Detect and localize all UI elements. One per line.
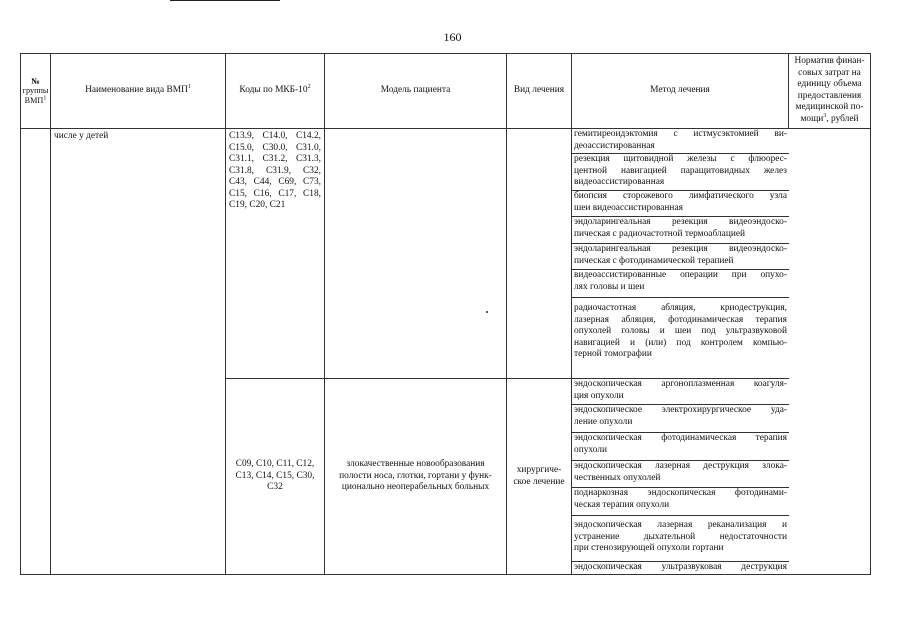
- method-line: лях головы и шеи: [574, 281, 645, 292]
- cell-group-number: [20, 129, 51, 575]
- method-line: поднаркозная эндоскопическая фотодинами-: [574, 488, 787, 498]
- method-line: эндоскопическая фотодинамическая терапия: [574, 433, 787, 443]
- header-patient-model: [325, 53, 507, 129]
- header-treatment-type-text: Вид лечения: [513, 85, 565, 96]
- top-rule: [170, 0, 280, 1]
- method-line: деоассистированная: [574, 140, 655, 151]
- header-cost-norm-tail: , рублей: [826, 113, 859, 124]
- method-line: видеоассистированная: [574, 177, 665, 187]
- vmp-name-text: числе у детей: [54, 131, 109, 141]
- method-item: [572, 298, 789, 379]
- method-item: [572, 562, 789, 575]
- header-icd-codes: [226, 53, 325, 129]
- icd-codes-line: С09, С10, С11, С12,: [235, 459, 315, 470]
- vmp-table: [20, 53, 871, 575]
- method-line: устранение дыхательной недостаточности: [574, 531, 787, 542]
- scan-speck: [486, 311, 488, 313]
- treatment-type-line: хирургиче-: [516, 465, 562, 475]
- cell-icd-codes-row2: [226, 379, 325, 575]
- icd-codes-line: С43, С44, С69, С73,: [229, 177, 321, 187]
- method-item: [572, 433, 789, 461]
- header-cost-norm-line: единицу объема: [797, 79, 862, 89]
- footnote-ref: 1: [187, 84, 191, 91]
- header-cost-norm-line: предоставления: [797, 90, 862, 101]
- method-item: [572, 129, 789, 154]
- method-line: видеоассистированные операции при опухо-: [574, 270, 787, 280]
- header-vmp-name-text: Наименование вида ВМП: [85, 85, 188, 96]
- method-line: при стенозирующей опухоли гортани: [574, 543, 724, 553]
- cell-patient-model-row2: [325, 379, 507, 575]
- method-item: [572, 405, 789, 433]
- method-line: ление опухоли: [574, 416, 633, 427]
- method-item: [572, 379, 789, 405]
- footnote-ref: 3: [823, 112, 827, 119]
- patient-model-line: злокачественные новообразования: [346, 459, 485, 470]
- method-line: пическая с фотодинамической терапией: [574, 255, 734, 266]
- method-item: [572, 217, 789, 244]
- method-line: эндоскопическая лазерная деструкция злока-: [574, 461, 787, 471]
- header-vmp-name: [51, 53, 226, 129]
- method-line: чественных опухолей: [574, 472, 661, 483]
- page-number: 160: [443, 30, 462, 44]
- method-line: пическая с радиочастотной термоаблацией: [574, 228, 746, 239]
- footnote-ref: 2: [307, 84, 311, 91]
- icd-codes-line: С32: [267, 482, 283, 493]
- icd-codes-line: С31.1, С31.2, С31.3,: [229, 154, 321, 164]
- header-cost-norm-line: Норматив финан-: [794, 56, 865, 66]
- icd-codes-line: С19, С20, С21: [229, 200, 286, 210]
- method-line: эндоскопическое электрохирургическое уда-: [574, 405, 787, 415]
- method-line: ция опухоли: [574, 390, 624, 401]
- method-line: опухоли: [574, 444, 607, 455]
- header-patient-model-text: Модель пациента: [380, 85, 451, 96]
- method-line: ческая терапия опухоли: [574, 499, 670, 510]
- header-treatment-type: [507, 53, 572, 129]
- method-line: эндоскопическая аргоноплазменная коагуля-: [574, 379, 787, 389]
- method-item: [572, 270, 789, 298]
- header-cost-norm-line: медицинской по-: [795, 102, 864, 112]
- method-line: терной томографии: [574, 349, 652, 359]
- method-line: биопсия сторожевого лимфатического узла: [574, 191, 787, 201]
- icd-codes-line: С15, С16, С17, С18,: [229, 188, 321, 199]
- icd-codes-line: С31.8, С31.9, С32,: [229, 165, 321, 176]
- header-cost-norm-line: совых затрат на: [798, 67, 861, 78]
- icd-codes-line: С13.9, С14.0, С14.2,: [229, 131, 321, 141]
- method-line: эндоларингеальная резекция видеоэндоско-: [574, 244, 787, 254]
- cell-treatment-type-row2: [507, 379, 572, 575]
- header-group-number: [20, 53, 51, 129]
- cell-patient-model-row1: [325, 129, 507, 379]
- header-icd-codes-text: Коды по МКБ-10: [239, 85, 308, 96]
- method-item: [572, 488, 789, 516]
- method-line: шеи видеоассистированная: [574, 202, 683, 213]
- patient-model-line: полости носа, глотки, гортани у функ-: [339, 470, 492, 481]
- cell-icd-codes-row1: [226, 129, 325, 379]
- method-line: центной навигацией паращитовидных желез: [574, 165, 787, 176]
- method-item: [572, 516, 789, 562]
- method-line: резекция щитовидной железы с флюорес-: [574, 154, 787, 164]
- method-item: [572, 244, 789, 270]
- icd-codes-line: С13, С14, С15, С30,: [235, 470, 315, 481]
- method-line: гемитиреоидэктомия с истмусэктомией ви-: [574, 129, 787, 139]
- method-line: лазерная абляция, фотодинамическая терапия: [574, 314, 787, 325]
- header-cost-norm: [789, 53, 871, 129]
- patient-model-line: ционально неоперабельных больных: [341, 482, 490, 493]
- method-line: эндоларингеальная резекция видеоэндоско-: [574, 217, 787, 227]
- method-item: [572, 154, 789, 191]
- header-group-line: группы: [22, 86, 49, 95]
- header-group-line: №: [31, 76, 40, 86]
- icd-codes-line: С15.0, С30.0, С31.0,: [229, 142, 321, 153]
- header-group-line: ВМП: [24, 96, 44, 105]
- header-cost-norm-line: мощи: [800, 113, 824, 124]
- method-line: радиочастотная абляция, криодеструкция,: [574, 303, 787, 313]
- cell-cost-norm: [789, 129, 871, 575]
- header-treatment-method-text: Метод лечения: [650, 85, 710, 96]
- cell-treatment-type-row1: [507, 129, 572, 379]
- method-line: навигацией и (или) под контролем компью-: [574, 337, 787, 348]
- method-line: опухолей головы и шеи под ультразвуковой: [574, 326, 787, 336]
- method-item: [572, 191, 789, 217]
- method-line: эндоскопическая лазерная реканализация и: [574, 520, 787, 530]
- method-item: [572, 461, 789, 488]
- treatment-type-line: ское лечение: [513, 476, 565, 487]
- header-treatment-method: [572, 53, 789, 129]
- footnote-ref: 1: [43, 95, 47, 102]
- cell-vmp-name: [51, 129, 226, 575]
- method-line: эндоскопическая ультразвуковая деструкция: [574, 562, 787, 572]
